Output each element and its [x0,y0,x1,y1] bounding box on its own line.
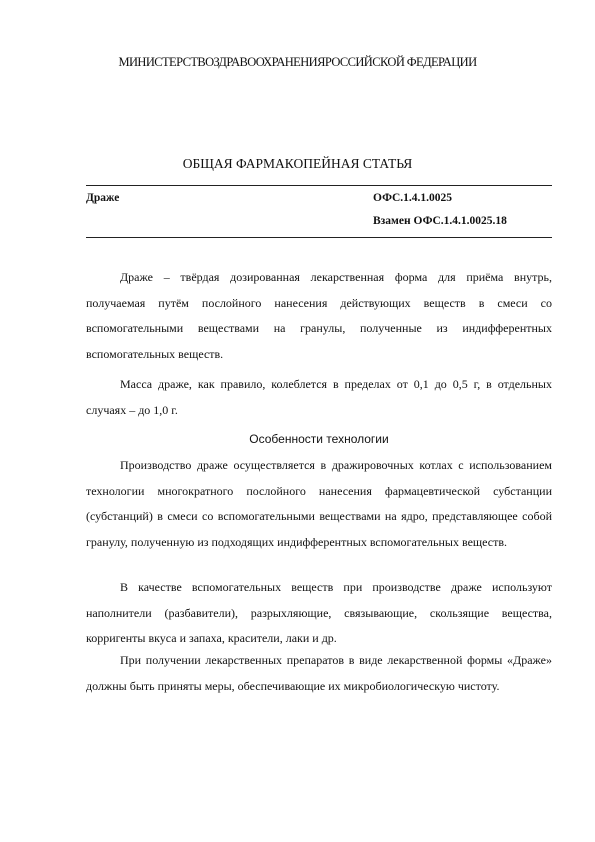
paragraph-definition: Драже – твёрдая дозированная лекарственная форма для приёма внутрь, получаемая путём послойного нанесения действующих веществ в смеси со вспомогательными веществами на гранулы, полученные из индифферентных вспомогательных веществ. [86,270,552,361]
paragraph-production: Производство драже осуществляется в дражировочных котлах с использованием технологии многократного послойного нанесения фармацевтической субстанции (субстанций) в смеси со вспомогательными веществами на ядро, представляющее собой гранулу, полученную из подходящих индифферентных вспомогательных веществ. [86,458,552,549]
monograph-code: ОФС.1.4.1.0025 [373,192,453,204]
header-divider-bottom [86,237,552,238]
section-heading-technology: Особенности технологии [249,432,389,446]
article-type-heading: ОБЩАЯ ФАРМАКОПЕЙНАЯ СТАТЬЯ [182,156,413,171]
paragraph-mass: Масса драже, как правило, колеблется в пределах от 0,1 до 0,5 г, в отдельных случаях – до 1,0 г. [86,377,552,417]
paragraph-microbiology: При получении лекарственных препаратов в виде лекарственной формы «Драже» должны быть приняты меры, обеспечивающие их микробиологическую чистоту. [86,653,552,693]
ministry-header: МИНИСТЕРСТВОЗДРАВООХРАНЕНИЯРОССИЙСКОЙ ФЕДЕРАЦИИ [118,55,477,69]
replaces-code: Взамен ОФС.1.4.1.0025.18 [373,215,507,227]
monograph-title: Драже [86,192,120,204]
header-divider-top [86,185,552,186]
paragraph-excipients: В качестве вспомогательных веществ при производстве драже используют наполнители (разбавители), разрыхляющие, связывающие, скользящие вещества, корригенты вкуса и запаха, красители, лаки и др. [86,580,552,646]
